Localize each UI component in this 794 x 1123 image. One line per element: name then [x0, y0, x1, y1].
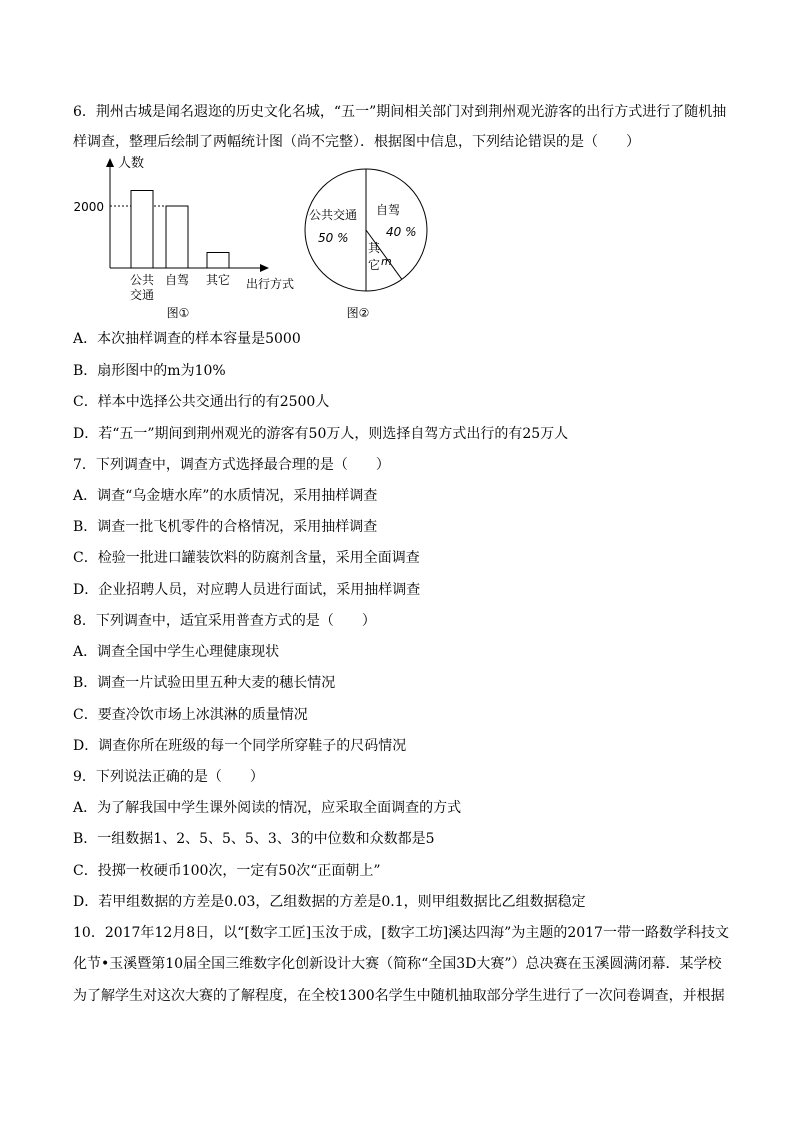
bar-chart — [73, 155, 294, 320]
y-axis-arrow — [106, 158, 114, 167]
q10-line-1: 10．2017年12月8日，以“[数字工匠]玉汝于成，[数字工坊]溪达四海”为主题的2017一带一路数学科技文 — [73, 925, 729, 941]
q6-option-a: A．本次抽样调查的样本容量是5000 — [73, 331, 301, 347]
q6-option-c: C．样本中选择公共交通出行的有2500人 — [73, 394, 330, 410]
pie-label-self-drive: 自驾 — [376, 203, 401, 217]
q6-line-1: 6．荆州古城是闻名遐迩的历史文化名城，“五一”期间相关部门对到荆州观光游客的出行方式进行了随机抽 — [73, 104, 727, 120]
category-label-other: 其它 — [205, 273, 231, 287]
figure1-caption: 图① — [166, 306, 190, 320]
q8-option-c: C．要查冷饮市场上冰淇淋的质量情况 — [73, 707, 308, 723]
bar-other — [207, 253, 229, 269]
pie-pct-self-drive: 40 % — [386, 225, 417, 239]
bar-self-drive — [166, 206, 188, 268]
q9-option-b: B．一组数据1、2、5、5、5、3、3的中位数和众数都是5 — [73, 831, 435, 847]
q10-line-2: 化节•玉溪暨第10届全国三维数字化创新设计大赛（简称“全国3D大赛”）总决赛在玉溪圆满闭幕．某学校 — [73, 956, 722, 972]
pie-pct-public: 50 % — [318, 231, 349, 245]
q9-option-a: A．为了解我国中学生课外阅读的情况，应采取全面调查的方式 — [73, 800, 462, 816]
pie-label-other-line2: 它 — [368, 258, 381, 272]
q7-option-c: C．检验一批进口罐装饮料的防腐剂含量，采用全面调查 — [73, 550, 420, 566]
pie-label-m: m — [381, 255, 392, 268]
q9-option-d: D．若甲组数据的方差是0.03，乙组数据的方差是0.1，则甲组数据比乙组数据稳定 — [73, 894, 586, 910]
q7-stem: 7．下列调查中，调查方式选择最合理的是（ ） — [73, 457, 390, 473]
q9-option-c: C．投掷一枚硬币100次，一定有50次“正面朝上” — [73, 863, 381, 879]
pie-label-public: 公共交通 — [309, 208, 358, 222]
q9-stem: 9．下列说法正确的是（ ） — [73, 769, 264, 785]
bar-public-transport — [131, 191, 153, 269]
q6-line-2: 样调查，整理后绘制了两幅统计图（尚不完整）．根据图中信息，下列结论错误的是（ ） — [73, 134, 640, 150]
q8-option-d: D．调查你所在班级的每一个同学所穿鞋子的尺码情况 — [73, 738, 407, 754]
q8-option-b: B．调查一片试验田里五种大麦的穗长情况 — [73, 675, 336, 691]
figure2-caption: 图② — [346, 306, 370, 320]
q10-line-3: 为了解学生对这次大赛的了解程度，在全校1300名学生中随机抽取部分学生进行了一次问卷调查，并根据 — [73, 988, 725, 1004]
category-label-public-line2: 交通 — [129, 288, 155, 302]
x-axis-arrow — [260, 264, 269, 272]
q6-option-b: B．扇形图中的m为10% — [73, 363, 226, 379]
q6-option-d: D．若“五一”期间到荆州观光的游客有50万人，则选择自驾方式出行的有25万人 — [73, 426, 569, 442]
q8-option-a: A．调查全国中学生心理健康现状 — [73, 644, 280, 660]
q7-option-a: A．调查“乌金塘水库”的水质情况，采用抽样调查 — [73, 488, 378, 504]
y-tick-label: 2000 — [73, 200, 104, 214]
pie-chart — [305, 169, 427, 320]
q8-stem: 8．下列调查中，适宜采用普查方式的是（ ） — [73, 613, 376, 629]
category-label-public-line1: 公共 — [129, 273, 155, 287]
q7-option-d: D．企业招聘人员，对应聘人员进行面试，采用抽样调查 — [73, 582, 421, 598]
x-axis-label: 出行方式 — [246, 277, 295, 291]
q7-option-b: B．调查一批飞机零件的合格情况，采用抽样调查 — [73, 519, 378, 535]
y-axis-label: 人数 — [118, 156, 145, 171]
pie-label-other-line1: 其 — [368, 241, 381, 255]
category-label-self-drive: 自驾 — [164, 273, 190, 287]
